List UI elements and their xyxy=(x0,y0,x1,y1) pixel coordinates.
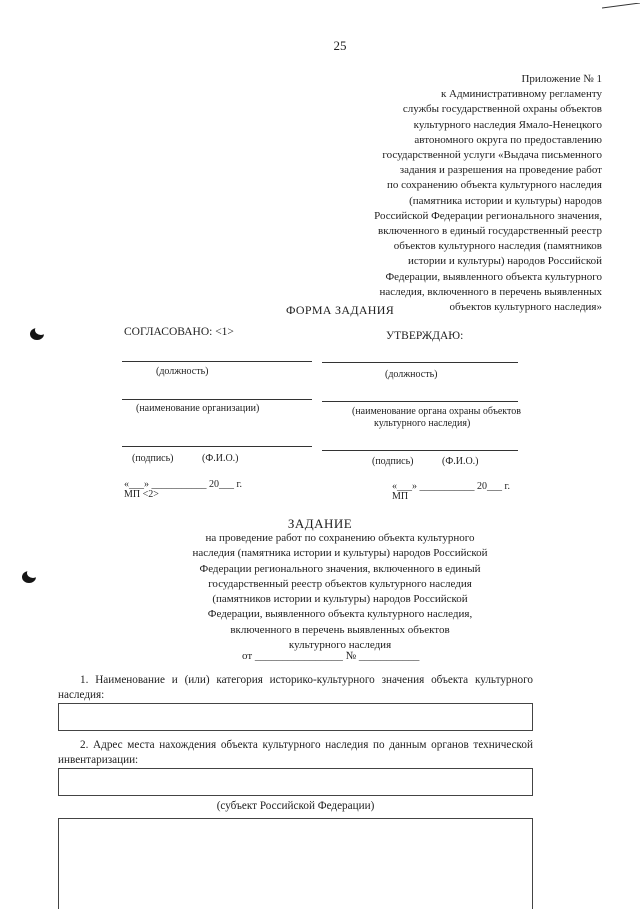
appendix-line: включенного в единый государственный реестр xyxy=(378,225,602,238)
approve-stamp: МП xyxy=(392,491,409,502)
section-2-field[interactable] xyxy=(58,768,533,796)
appendix-header xyxy=(340,72,602,315)
hole-punch-mark xyxy=(22,571,36,583)
appendix-line: автономного округа по предоставлению xyxy=(414,133,602,146)
appendix-line: службы государственной охраны объектов xyxy=(402,103,602,116)
approval-stamp: МП <2> xyxy=(124,489,159,500)
approval-signature-line xyxy=(122,446,312,447)
task-description-line: государственный реестр объектов культурного наследия xyxy=(208,577,472,590)
appendix-line: Приложение № 1 xyxy=(521,73,602,85)
approve-signature-caption: (подпись) xyxy=(372,456,414,467)
task-description-line: на проведение работ по сохранению объекта культурного xyxy=(205,532,475,544)
appendix-line: объектов культурного наследия (памятников xyxy=(393,240,602,253)
approve-heading: УТВЕРЖДАЮ: xyxy=(386,330,464,342)
task-description-line: Федерации, выявленного объекта культурного наследия, xyxy=(207,608,473,621)
approval-signature-caption: (подпись) xyxy=(132,453,174,464)
appendix-line: наследия, включенного в перечень выявленных xyxy=(379,285,602,298)
approval-organization-caption: (наименование организации) xyxy=(136,403,260,414)
appendix-line: Российской Федерации регионального значения, xyxy=(374,209,602,222)
hole-punch-mark xyxy=(30,328,44,340)
appendix-line: (памятника истории и культуры) народов xyxy=(409,194,602,207)
task-description-line: культурного наследия xyxy=(288,639,392,652)
approval-date: «___» ___________ 20___ г. xyxy=(124,479,242,490)
page-number: 25 xyxy=(333,38,347,53)
task-description-line: включенного в перечень выявленных объектов xyxy=(230,623,450,636)
approve-position-caption: (должность) xyxy=(385,369,438,380)
task-title: ЗАДАНИЕ xyxy=(287,516,353,531)
section-2-text: 2. Адрес места нахождения объекта культурного наследия по данным органов технической инвентаризации: xyxy=(58,739,533,766)
task-description xyxy=(190,531,490,653)
subject-field[interactable] xyxy=(58,818,533,909)
task-date-number-line: от ________________ № ___________ xyxy=(242,650,420,662)
approve-organ-line xyxy=(322,401,518,402)
approval-position-line xyxy=(122,361,312,362)
section-1-text: 1. Наименование и (или) категория историко-культурного значения объекта культурного наследия: xyxy=(58,674,533,701)
appendix-line: к Административному регламенту xyxy=(440,88,602,101)
scan-corner-mark xyxy=(602,0,640,10)
approve-signature-line xyxy=(322,450,518,451)
appendix-line: культурного наследия Ямало-Ненецкого xyxy=(413,118,602,131)
approve-position-line xyxy=(322,362,518,363)
approval-position-caption: (должность) xyxy=(156,366,209,377)
section-1-field[interactable] xyxy=(58,703,533,731)
approve-date: «___» ___________ 20___ г. xyxy=(392,481,510,492)
approve-organ-caption: культурного наследия) xyxy=(374,418,471,429)
appendix-line: Федерации, выявленного объекта культурного xyxy=(385,270,602,283)
task-description-line: (памятников истории и культуры) народов Российской xyxy=(212,593,468,606)
task-description-line: наследия (памятника истории и культуры) народов Российской xyxy=(192,547,488,560)
appendix-line: истории и культуры) народов Российской xyxy=(407,255,602,268)
approval-organization-line xyxy=(122,399,312,400)
subject-caption: (субъект Российской Федерации) xyxy=(216,800,375,812)
appendix-line: государственной услуги «Выдача письменного xyxy=(382,149,602,162)
form-title: ФОРМА ЗАДАНИЯ xyxy=(285,303,395,317)
appendix-line: по сохранению объекта культурного наследия xyxy=(386,179,602,192)
appendix-line: задания и разрешения на проведение работ xyxy=(399,164,602,177)
approval-heading: СОГЛАСОВАНО: <1> xyxy=(124,326,234,338)
approve-organ-caption: (наименование органа охраны объектов xyxy=(352,406,521,417)
task-description-line: Федерации регионального значения, включенного в единый xyxy=(199,562,481,575)
appendix-line: объектов культурного наследия» xyxy=(449,301,602,314)
approve-name-caption: (Ф.И.О.) xyxy=(442,456,479,467)
approval-name-caption: (Ф.И.О.) xyxy=(202,453,239,464)
